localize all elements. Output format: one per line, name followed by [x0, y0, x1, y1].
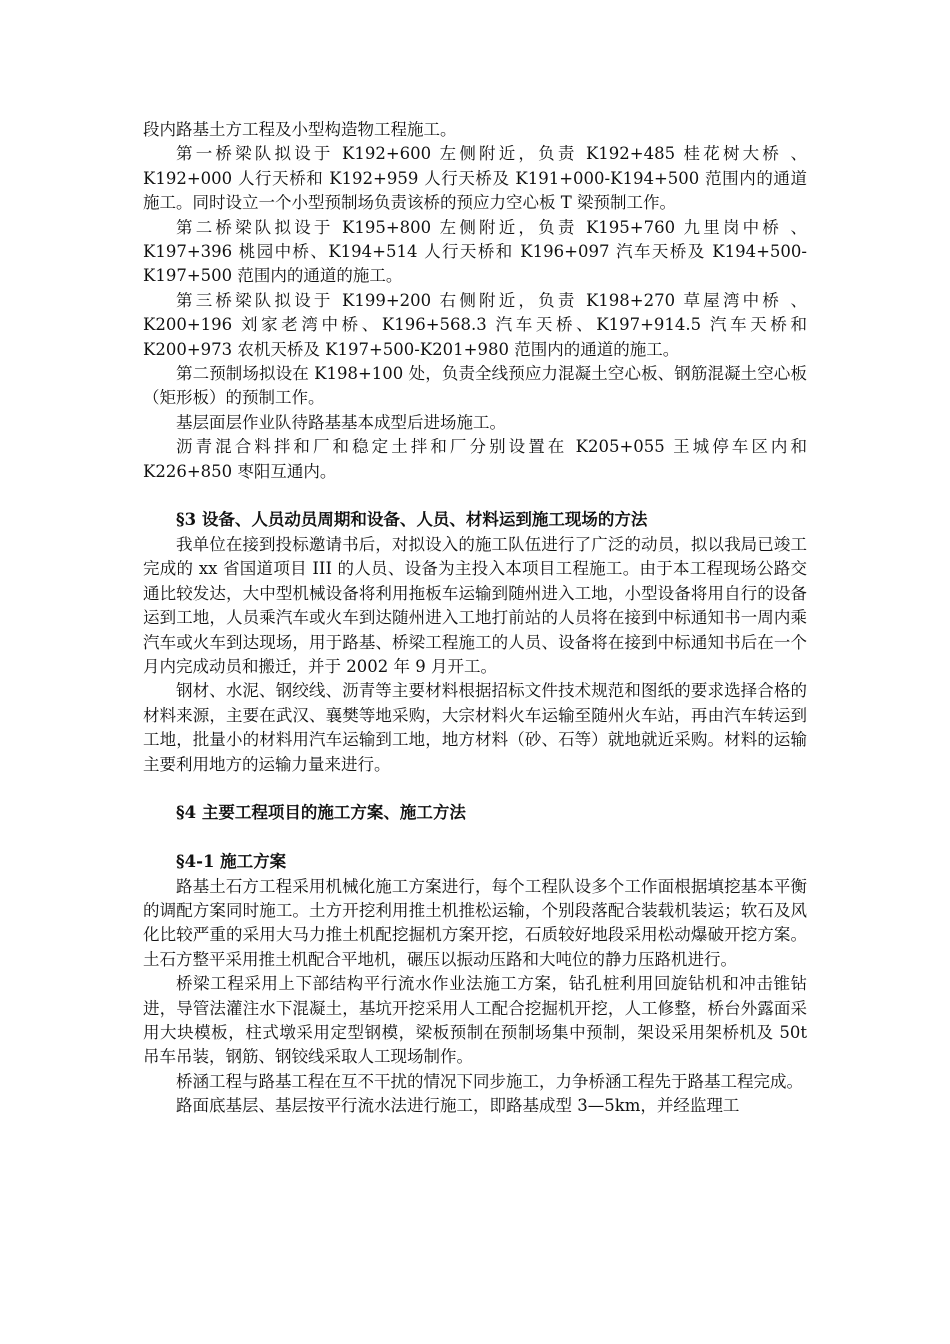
- paragraph-mixing-plants: 沥青混合料拌和厂和稳定土拌和厂分别设置在 K205+055 王城停车区内和 K226+850 枣阳互通内。: [143, 437, 807, 481]
- paragraph-precast-yard-2: 第二预制场拟设在 K198+100 处，负责全线预应力混凝土空心板、钢筋混凝土空心板（矩形板）的预制工作。: [143, 364, 807, 408]
- document-page: [143, 118, 807, 1119]
- section-3-materials-paragraph: 钢材、水泥、钢绞线、沥青等主要材料根据招标文件技术规范和图纸的要求选择合格的材料来源，主要在武汉、襄樊等地采购，大宗材料火车运输至随州火车站，再由汽车转运到工地，批量小的材料用汽车运输到工地，地方材料（砂、石等）就地就近采购。材料的运输主要利用地方的运输力量来进行。: [143, 681, 807, 774]
- paragraph-bridge-team-1: 第一桥梁队拟设于 K192+600 左侧附近，负责 K192+485 桂花树大桥 、K192+000 人行天桥和 K192+959 人行天桥及 K191+000-K194+500 范围内的通道施工。同时设立一个小型预制场负责该桥的预应力空心板 T 梁预制工作。: [143, 144, 807, 213]
- paragraph-bridge-team-2: 第二桥梁队拟设于 K195+800 左侧附近，负责 K195+760 九里岗中桥 、K197+396 桃园中桥、K194+514 人行天桥和 K196+097 汽车天桥及 K194+500-K197+500 范围内的通道的施工。: [143, 217, 807, 286]
- section-4-1-earthwork-paragraph: 路基土石方工程采用机械化施工方案进行，每个工程队设多个工作面根据填挖基本平衡的调配方案同时施工。土方开挖利用推土机推松运输，个别段落配合装载机装运；软石及风化比较严重的采用大马力推土机配挖掘机方案开挖，石质较好地段采用松动爆破开挖方案。土石方整平采用推土机配合平地机，碾压以振动压路和大吨位的静力压路机进行。: [143, 876, 807, 969]
- section-4-1-heading: §4-1 施工方案: [176, 852, 287, 872]
- section-3-heading: §3 设备、人员动员周期和设备、人员、材料运到施工现场的方法: [176, 510, 648, 530]
- section-4-heading: §4 主要工程项目的施工方案、施工方法: [176, 803, 466, 823]
- paragraph-bridge-team-3: 第三桥梁队拟设于 K199+200 右侧附近，负责 K198+270 草屋湾中桥 、K200+196 刘家老湾中桥、K196+568.3 汽车天桥、K197+914.5 汽车天桥和 K200+973 农机天桥及 K197+500-K201+980 范围内的通道的施工。: [143, 290, 807, 359]
- section-4-1-pavement-paragraph: 路面底基层、基层按平行流水法进行施工，即路基成型 3—5km，并经监理工: [176, 1096, 740, 1116]
- paragraph-base-layer-team: 基层面层作业队待路基基本成型后进场施工。: [176, 412, 506, 432]
- section-4-1-culvert-paragraph: 桥涵工程与路基工程在互不干扰的情况下同步施工，力争桥涵工程先于路基工程完成。: [176, 1071, 803, 1091]
- section-4-1-bridge-paragraph: 桥梁工程采用上下部结构平行流水作业法施工方案，钻孔桩利用回旋钻机和冲击锥钻进，导管法灌注水下混凝土，基坑开挖采用人工配合挖掘机开挖，人工修整，桥台外露面采用大块模板，柱式墩采用定型钢模，梁板预制在预制场集中预制，架设采用架桥机及 50t 吊车吊装，钢筋、钢铰线采取人工现场制作。: [143, 974, 807, 1067]
- paragraph-road-earthwork: 段内路基土方工程及小型构造物工程施工。: [143, 120, 457, 139]
- section-3-mobilization-paragraph: 我单位在接到投标邀请书后，对拟设入的施工队伍进行了广泛的动员，拟以我局已竣工完成的 xx 省国道项目 III 的人员、设备为主投入本项目工程施工。由于本工程现场公路交通比较发达，大中型机械设备将利用拖板车运输到随州进入工地，小型设备将用自行的设备运到工地，人员乘汽车或火车到达随州进入工地打前站的人员将在接到中标通知书一周内乘汽车或火车到达现场，用于路基、桥梁工程施工的人员、设备将在接到中标通知书后在一个月内完成动员和搬迁，并于 2002 年 9 月开工。: [143, 534, 807, 676]
